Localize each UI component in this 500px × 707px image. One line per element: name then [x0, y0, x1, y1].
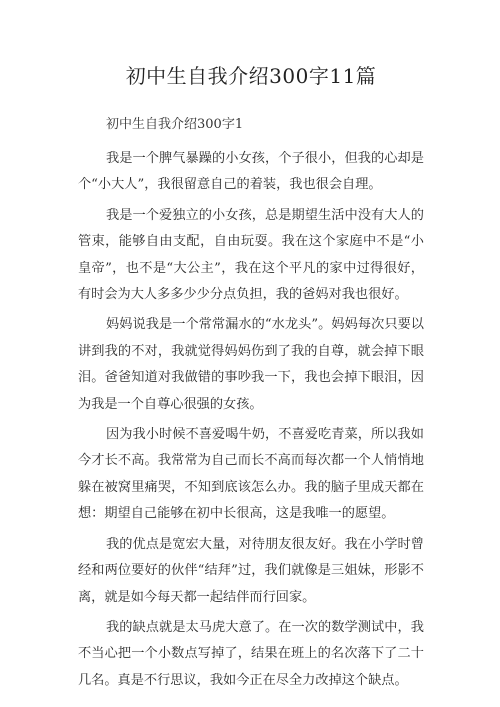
paragraph-6: 我的缺点就是太马虎大意了。在一次的数学测试中，我不当心把一个小数点写掉了，结果在班上的名次落下了二十几名。真是不行思议，我如今正在尽全力改掉这个缺点。	[78, 619, 424, 688]
paragraph-5: 我的优点是宽宏大量，对待朋友很友好。我在小学时曾经和两位要好的伙伴“结拜”过，我们就像是三姐妹，形影不离，就是如今每天都一起结伴而行回家。	[78, 536, 424, 605]
paragraph-4: 因为我小时候不喜爱喝牛奶，不喜爱吃青菜，所以我如今才长不高。我常常为自己而长不高而每次都一个人悄悄地躲在被窝里痛哭，不知到底该怎么办。我的脑子里成天都在想：期望自己能够在初中长很高，这是我唯一的愿望。	[78, 427, 424, 522]
paragraph-3: 妈妈说我是一个常常漏水的“水龙头”。妈妈每次只要以讲到我的不对，我就觉得妈妈伤到了我的自尊，就会掉下眼泪。爸爸知道对我做错的事吵我一下，我也会掉下眼泪，因为我是一个自尊心很强的女孩。	[78, 317, 424, 412]
paragraph-1: 我是一个脾气暴躁的小女孩，个子很小，但我的心却是个“小大人”，我很留意自己的着装，我也很会自理。	[78, 151, 424, 193]
document-title: 初中生自我介绍300字11篇	[125, 64, 377, 88]
paragraph-2: 我是一个爱独立的小女孩，总是期望生活中没有大人的管束，能够自由支配，自由玩耍。我在这个家庭中不是“小皇帝”，也不是“大公主”，我在这个平凡的家中过得很好，有时会为大人多多少少分点负担，我的爸妈对我也很好。	[78, 207, 424, 303]
section-subtitle: 初中生自我介绍300字1	[106, 117, 244, 132]
